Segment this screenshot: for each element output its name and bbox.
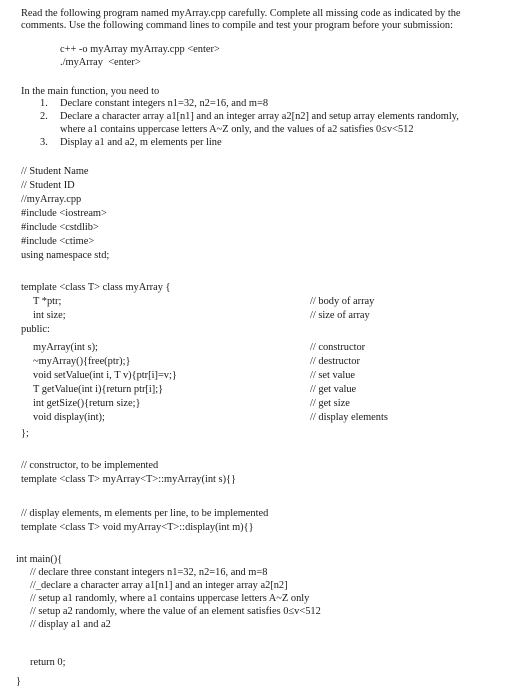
member-comment: // size of array — [310, 310, 370, 321]
task-text: Declare constant integers n1=32, n2=16, and m=8 — [60, 98, 269, 109]
code-line: //myArray.cpp — [21, 194, 82, 205]
code-line: using namespace std; — [21, 250, 110, 261]
member-comment: // constructor — [310, 342, 366, 353]
task-number: 2. — [40, 111, 48, 122]
code-line: // Student Name — [21, 166, 89, 177]
member-comment: // get size — [310, 398, 350, 409]
code-line: #include <ctime> — [21, 236, 95, 247]
class-member: int size; — [33, 310, 66, 321]
main-comment: //_declare a character array a1[n1] and an integer array a2[n2] — [30, 580, 288, 591]
main-comment: // display a1 and a2 — [30, 619, 111, 630]
main-intro: In the main function, you need to — [21, 86, 160, 97]
main-comment: // setup a2 randomly, where the value of an element satisfies 0≤v<512 — [30, 606, 321, 617]
member-comment: // display elements — [310, 412, 388, 423]
task-text-continued: where a1 contains uppercase letters A~Z only, and the values of a2 satisfies 0≤v<512 — [60, 124, 414, 135]
task-text: Display a1 and a2, m elements per line — [60, 137, 222, 148]
ctor-code: template <class T> myArray<T>::myArray(int s){} — [21, 474, 237, 485]
class-member: myArray(int s); — [33, 342, 98, 353]
task-number: 1. — [40, 98, 48, 109]
class-member: void setValue(int i, T v){ptr[i]=v;} — [33, 370, 177, 381]
display-code: template <class T> void myArray<T>::display(int m){} — [21, 522, 254, 533]
class-member: int getSize(){return size;} — [33, 398, 141, 409]
class-member: ~myArray(){free(ptr);} — [33, 356, 131, 367]
run-command: ./myArray <enter> — [60, 57, 141, 68]
task-text: Declare a character array a1[n1] and an integer array a2[n2] and setup array elements randomly, — [60, 111, 459, 122]
return-statement: return 0; — [30, 657, 66, 668]
main-comment: // declare three constant integers n1=32, n2=16, and m=8 — [30, 567, 268, 578]
code-line: // Student ID — [21, 180, 75, 191]
member-comment: // destructor — [310, 356, 360, 367]
member-comment: // get value — [310, 384, 357, 395]
member-comment: // set value — [310, 370, 356, 381]
class-member: T getValue(int i){return ptr[i];} — [33, 384, 164, 395]
public-label: public: — [21, 324, 50, 335]
code-line: #include <cstdlib> — [21, 222, 99, 233]
class-decl: template <class T> class myArray { — [21, 282, 171, 293]
main-signature: int main(){ — [16, 554, 63, 565]
compile-command: c++ -o myArray myArray.cpp <enter> — [60, 44, 220, 55]
code-line: #include <iostream> — [21, 208, 107, 219]
class-close: }; — [21, 428, 29, 439]
class-member: void display(int); — [33, 412, 105, 423]
display-comment: // display elements, m elements per line, to be implemented — [21, 508, 269, 519]
intro-line-1: Read the following program named myArray.cpp carefully. Complete all missing code as indicated by the — [21, 8, 461, 19]
task-number: 3. — [40, 137, 48, 148]
main-close: } — [16, 676, 21, 687]
member-comment: // body of array — [310, 296, 375, 307]
intro-line-2: comments. Use the following command lines to compile and test your program before your submission: — [21, 20, 453, 31]
main-comment: // setup a1 randomly, where a1 contains uppercase letters A~Z only — [30, 593, 310, 604]
class-member: T *ptr; — [33, 296, 62, 307]
ctor-comment: // constructor, to be implemented — [21, 460, 159, 471]
